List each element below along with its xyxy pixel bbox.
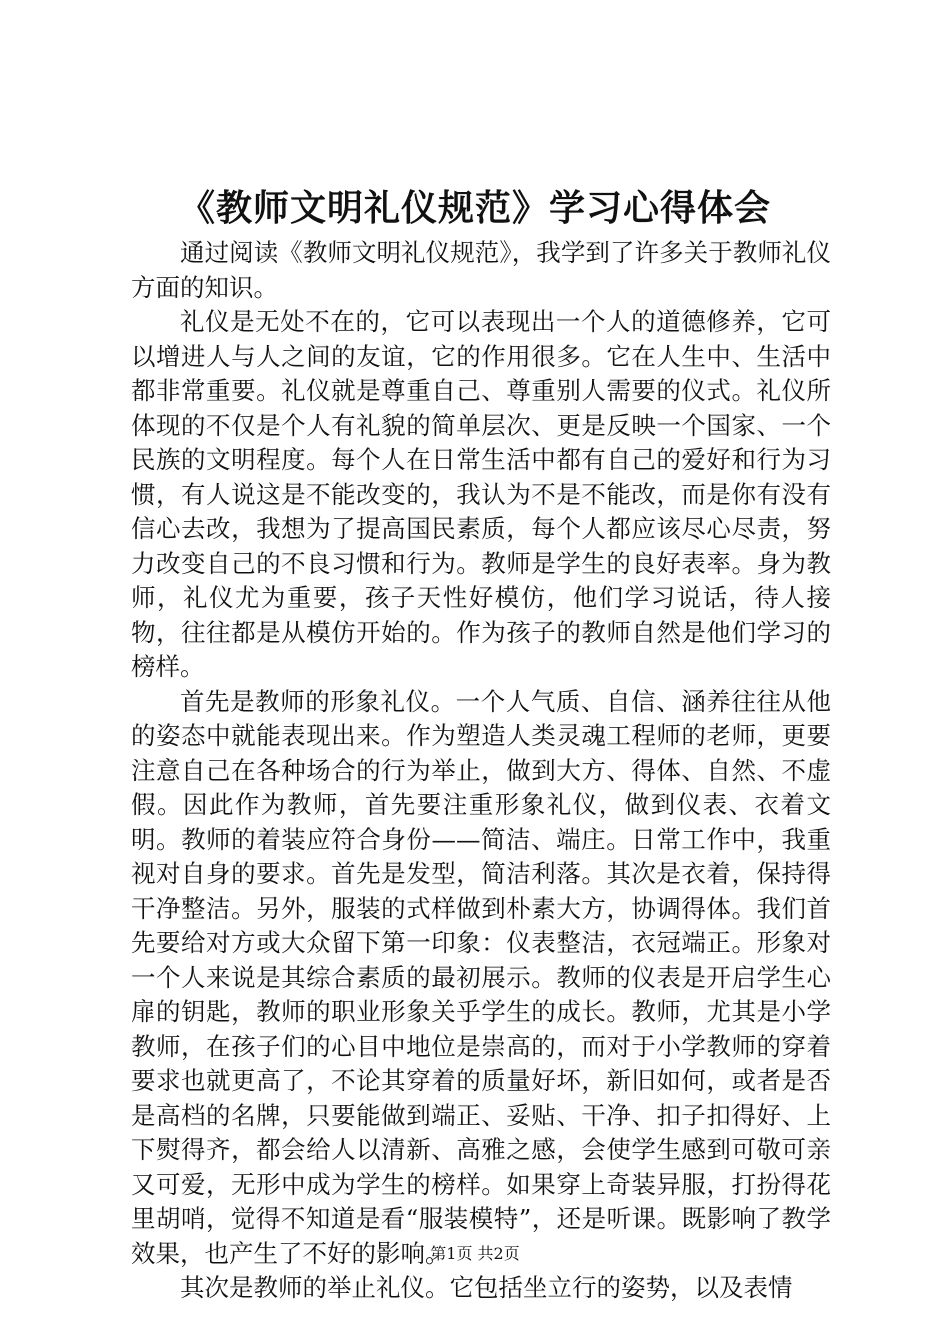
- paragraph: 通过阅读《教师文明礼仪规范》，我学到了许多关于教师礼仪方面的知识。: [131, 238, 831, 302]
- paragraph: 礼仪是无处不在的，它可以表现出一个人的道德修养，它可以增进人与人之间的友谊，它的作用很多。它在人生中、生活中都非常重要。礼仪就是尊重自己、尊重别人需要的仪式。礼仪所体现的不仅是个人有礼貌的简单层次、更是反映一个国家、一个民族的文明程度。每个人在日常生活中都有自己的爱好和行为习惯，有人说这是不能改变的，我认为不是不能改，而是你有没有信心去改，我想为了提高国民素质，每个人都应该尽心尽责，努力改变自己的不良习惯和行为。教师是学生的良好表率。身为教师，礼仪尤为重要，孩子天性好模仿，他们学习说话，待人接物，往往都是从模仿开始的。作为孩子的教师自然是他们学习的榜样。: [131, 307, 831, 681]
- document-title: 《教师文明礼仪规范》学习心得体会: [178, 187, 771, 229]
- document-body: [131, 236, 831, 1306]
- page-number-footer: 第1页 共2页: [430, 1244, 520, 1263]
- paragraph: 首先是教师的形象礼仪。一个人气质、自信、涵养往往从他的姿态中就能表现出来。作为塑造人类灵魂工程师的老师，更要注意自己在各种场合的行为举止，做到大方、得体、自然、不虚假。因此作为教师，首先要注重形象礼仪，做到仪表、衣着文明。教师的着装应符合身份——简洁、端庄。日常工作中，我重视对自身的要求。首先是发型，简洁利落。其次是衣着，保持得干净整洁。另外，服装的式样做到朴素大方，协调得体。我们首先要给对方或大众留下第一印象：仪表整洁，衣冠端正。形象对一个人来说是其综合素质的最初展示。教师的仪表是开启学生心扉的钥匙，教师的职业形象关乎学生的成长。教师，尤其是小学教师，在孩子们的心目中地位是崇高的，而对于小学教师的穿着要求也就更高了，不论其穿着的质量好坏，新旧如何，或者是否是高档的名牌，只要能做到端正、妥贴、干净、扣子扣得好、上下熨得齐，都会给人以清新、高雅之感，会使学生感到可敬可亲又可爱，无形中成为学生的榜样。如果穿上奇装异服，打扮得花里胡哨，觉得不知道是看“服装模特”，还是听课。既影响了教学效果，也产生了不好的影响。: [131, 686, 831, 1268]
- paragraph: 其次是教师的举止礼仪。它包括坐立行的姿势，以及表情: [180, 1273, 793, 1302]
